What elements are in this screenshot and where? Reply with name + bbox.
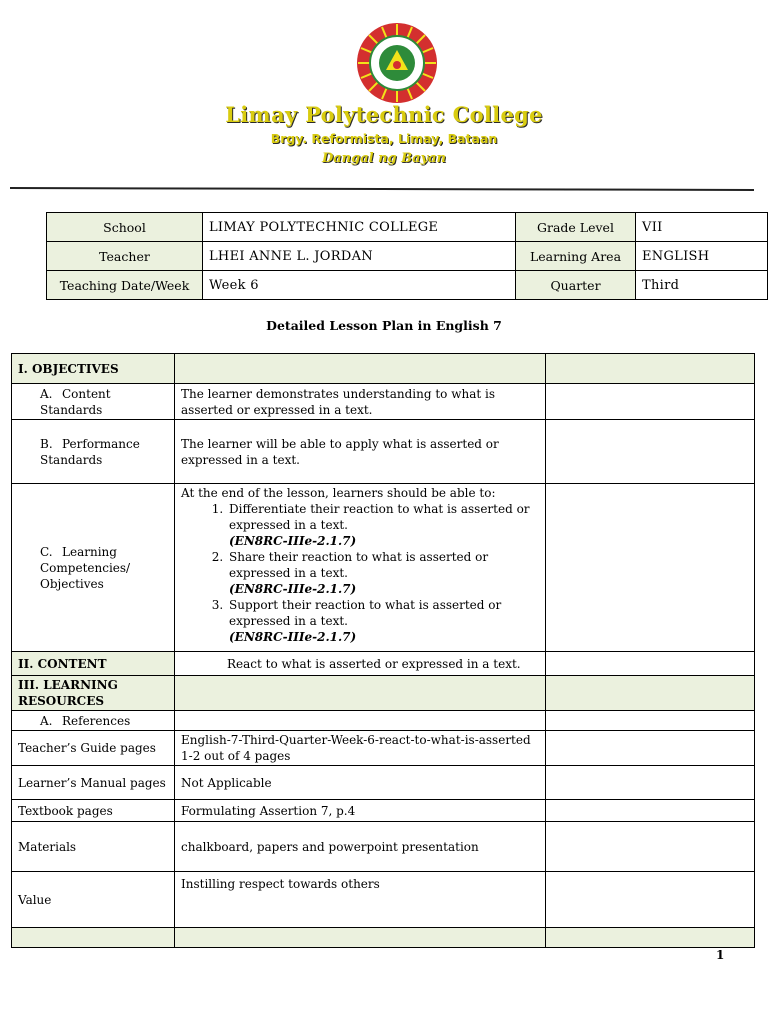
college-address: Brgy. Reformista, Limay, Bataan [270,131,498,146]
competency-item: 3. Support their reaction to what is asserted or expressed in a text. (EN8RC-IIIe-2.1.7) [227,597,539,645]
value-text: Instilling respect towards others [175,872,546,928]
college-name: Limay Polytechnic College [225,102,543,127]
school-value: LIMAY POLYTECHNIC COLLEGE [203,213,516,242]
teachers-guide-label: Teacher’s Guide pages [12,731,175,766]
grade-level-label: Grade Level [516,213,636,242]
teacher-value: LHEI ANNE L. JORDAN [203,242,516,271]
grade-level-value: VII [636,213,768,242]
learning-competencies-label: C. Learning Competencies/ Objectives [12,484,175,652]
teachers-guide-text: English-7-Third-Quarter-Week-6-react-to-what-is-asserted 1-2 out of 4 pages [175,731,546,766]
textbook-label: Textbook pages [12,800,175,822]
competency-item: 2. Share their reaction to what is asserted or expressed in a text. (EN8RC-IIIe-2.1.7) [227,549,539,597]
learning-resources-heading: III. LEARNING RESOURCES [12,676,175,711]
quarter-label: Quarter [516,271,636,300]
value-label: Value [12,872,175,928]
lesson-plan-table [11,353,755,948]
content-standards-label: A. Content Standards [12,384,175,420]
content-standards-text: The learner demonstrates understanding to what is asserted or expressed in a text. [175,384,546,420]
performance-standards-text: The learner will be able to apply what is asserted or expressed in a text. [175,420,546,484]
references-label: A. References [12,711,175,731]
learning-competencies-list [181,501,539,645]
learning-area-value: ENGLISH [636,242,768,271]
lesson-plan-title: Detailed Lesson Plan in English 7 [266,318,502,333]
header-divider [10,187,754,191]
teaching-date-label: Teaching Date/Week [47,271,203,300]
info-table [46,212,768,300]
performance-standards-label: B. Performance Standards [12,420,175,484]
competency-item: 1. Differentiate their reaction to what is asserted or expressed in a text. (EN8RC-IIIe-2.1.7) [227,501,539,549]
teacher-label: Teacher [47,242,203,271]
content-heading: II. CONTENT [12,652,175,676]
learning-competencies-intro: At the end of the lesson, learners should be able to: [181,486,496,500]
teaching-date-value: Week 6 [203,271,516,300]
college-seal-logo [356,22,438,104]
learners-manual-text: Not Applicable [175,766,546,800]
page-number: 1 [716,948,725,962]
learning-competencies-cell [175,484,546,652]
college-motto: Dangal ng Bayan [321,151,447,166]
objectives-heading: I. OBJECTIVES [12,354,175,384]
materials-text: chalkboard, papers and powerpoint presentation [175,822,546,872]
content-text: React to what is asserted or expressed in a text. [175,652,546,676]
materials-label: Materials [12,822,175,872]
learning-area-label: Learning Area [516,242,636,271]
learners-manual-label: Learner’s Manual pages [12,766,175,800]
quarter-value: Third [636,271,768,300]
school-label: School [47,213,203,242]
textbook-text: Formulating Assertion 7, p.4 [175,800,546,822]
